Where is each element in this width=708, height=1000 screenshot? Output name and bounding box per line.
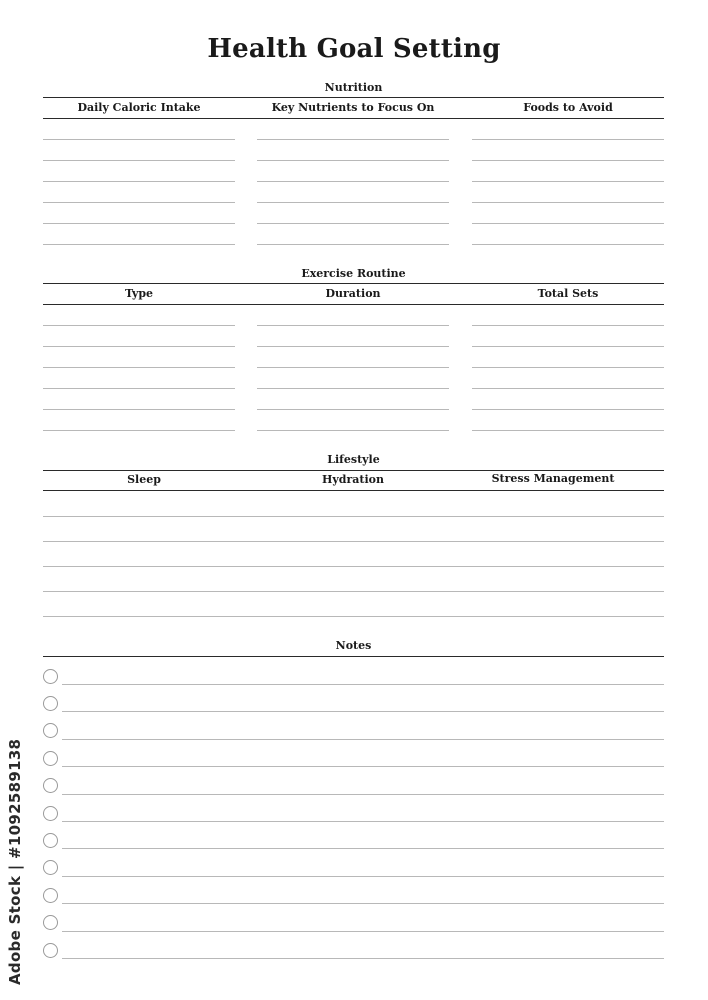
lifestyle-line[interactable] xyxy=(43,616,664,617)
nutrition-line[interactable] xyxy=(472,202,664,203)
checkbox-circle[interactable] xyxy=(43,888,58,903)
exercise-line[interactable] xyxy=(257,325,449,326)
stock-credit-watermark: Adobe Stock | #1092589138 xyxy=(6,738,24,985)
nutrition-line[interactable] xyxy=(472,223,664,224)
exercise-header-rule xyxy=(43,304,664,305)
exercise-line[interactable] xyxy=(472,430,664,431)
exercise-line[interactable] xyxy=(257,430,449,431)
page-title: Health Goal Setting xyxy=(207,34,501,64)
exercise-line[interactable] xyxy=(257,346,449,347)
notes-line[interactable] xyxy=(62,794,664,795)
nutrition-line[interactable] xyxy=(472,160,664,161)
lifestyle-line[interactable] xyxy=(43,591,664,592)
notes-line[interactable] xyxy=(62,711,664,712)
notes-section-title: Notes xyxy=(335,639,372,652)
checkbox-circle[interactable] xyxy=(43,778,58,793)
exercise-col-sets: Total Sets xyxy=(537,287,599,300)
nutrition-line[interactable] xyxy=(257,223,449,224)
notes-top-rule xyxy=(43,656,664,657)
checkbox-circle[interactable] xyxy=(43,696,58,711)
notes-line[interactable] xyxy=(62,958,664,959)
nutrition-line[interactable] xyxy=(472,139,664,140)
lifestyle-line[interactable] xyxy=(43,516,664,517)
exercise-line[interactable] xyxy=(472,325,664,326)
exercise-line[interactable] xyxy=(472,409,664,410)
nutrition-line[interactable] xyxy=(257,244,449,245)
nutrition-col-avoid: Foods to Avoid xyxy=(523,101,613,114)
lifestyle-header-rule xyxy=(43,490,664,491)
nutrition-line[interactable] xyxy=(43,160,235,161)
lifestyle-section-title: Lifestyle xyxy=(327,453,380,466)
nutrition-line[interactable] xyxy=(257,202,449,203)
exercise-line[interactable] xyxy=(257,388,449,389)
checkbox-circle[interactable] xyxy=(43,723,58,738)
nutrition-line[interactable] xyxy=(257,139,449,140)
lifestyle-col-hydration: Hydration xyxy=(322,473,384,486)
exercise-line[interactable] xyxy=(472,367,664,368)
nutrition-header-rule xyxy=(43,118,664,119)
checkbox-circle[interactable] xyxy=(43,833,58,848)
nutrition-line[interactable] xyxy=(43,244,235,245)
exercise-line[interactable] xyxy=(257,409,449,410)
lifestyle-top-rule xyxy=(43,470,664,471)
notes-line[interactable] xyxy=(62,766,664,767)
nutrition-line[interactable] xyxy=(472,244,664,245)
nutrition-line[interactable] xyxy=(257,181,449,182)
notes-line[interactable] xyxy=(62,903,664,904)
checkbox-circle[interactable] xyxy=(43,915,58,930)
lifestyle-col-sleep: Sleep xyxy=(127,473,161,486)
exercise-top-rule xyxy=(43,283,664,284)
exercise-section-title: Exercise Routine xyxy=(301,267,406,280)
exercise-line[interactable] xyxy=(43,430,235,431)
nutrition-line[interactable] xyxy=(472,181,664,182)
nutrition-line[interactable] xyxy=(257,160,449,161)
notes-line[interactable] xyxy=(62,684,664,685)
nutrition-col-nutrients: Key Nutrients to Focus On xyxy=(271,101,435,114)
checkbox-circle[interactable] xyxy=(43,806,58,821)
nutrition-col-calories: Daily Caloric Intake xyxy=(77,101,201,114)
lifestyle-line[interactable] xyxy=(43,566,664,567)
checkbox-circle[interactable] xyxy=(43,943,58,958)
notes-line[interactable] xyxy=(62,848,664,849)
exercise-line[interactable] xyxy=(257,367,449,368)
exercise-line[interactable] xyxy=(472,388,664,389)
notes-line[interactable] xyxy=(62,931,664,932)
exercise-line[interactable] xyxy=(43,367,235,368)
nutrition-top-rule xyxy=(43,97,664,98)
exercise-line[interactable] xyxy=(43,325,235,326)
notes-line[interactable] xyxy=(62,876,664,877)
checkbox-circle[interactable] xyxy=(43,751,58,766)
exercise-col-type: Type xyxy=(124,287,154,300)
nutrition-section-title: Nutrition xyxy=(324,81,383,94)
notes-line[interactable] xyxy=(62,739,664,740)
exercise-line[interactable] xyxy=(43,346,235,347)
lifestyle-line[interactable] xyxy=(43,541,664,542)
nutrition-line[interactable] xyxy=(43,202,235,203)
checkbox-circle[interactable] xyxy=(43,860,58,875)
exercise-col-duration: Duration xyxy=(325,287,381,300)
exercise-line[interactable] xyxy=(472,346,664,347)
nutrition-line[interactable] xyxy=(43,223,235,224)
checkbox-circle[interactable] xyxy=(43,669,58,684)
nutrition-line[interactable] xyxy=(43,139,235,140)
notes-line[interactable] xyxy=(62,821,664,822)
lifestyle-col-stress: Stress Management xyxy=(491,472,615,485)
nutrition-line[interactable] xyxy=(43,181,235,182)
exercise-line[interactable] xyxy=(43,388,235,389)
exercise-line[interactable] xyxy=(43,409,235,410)
